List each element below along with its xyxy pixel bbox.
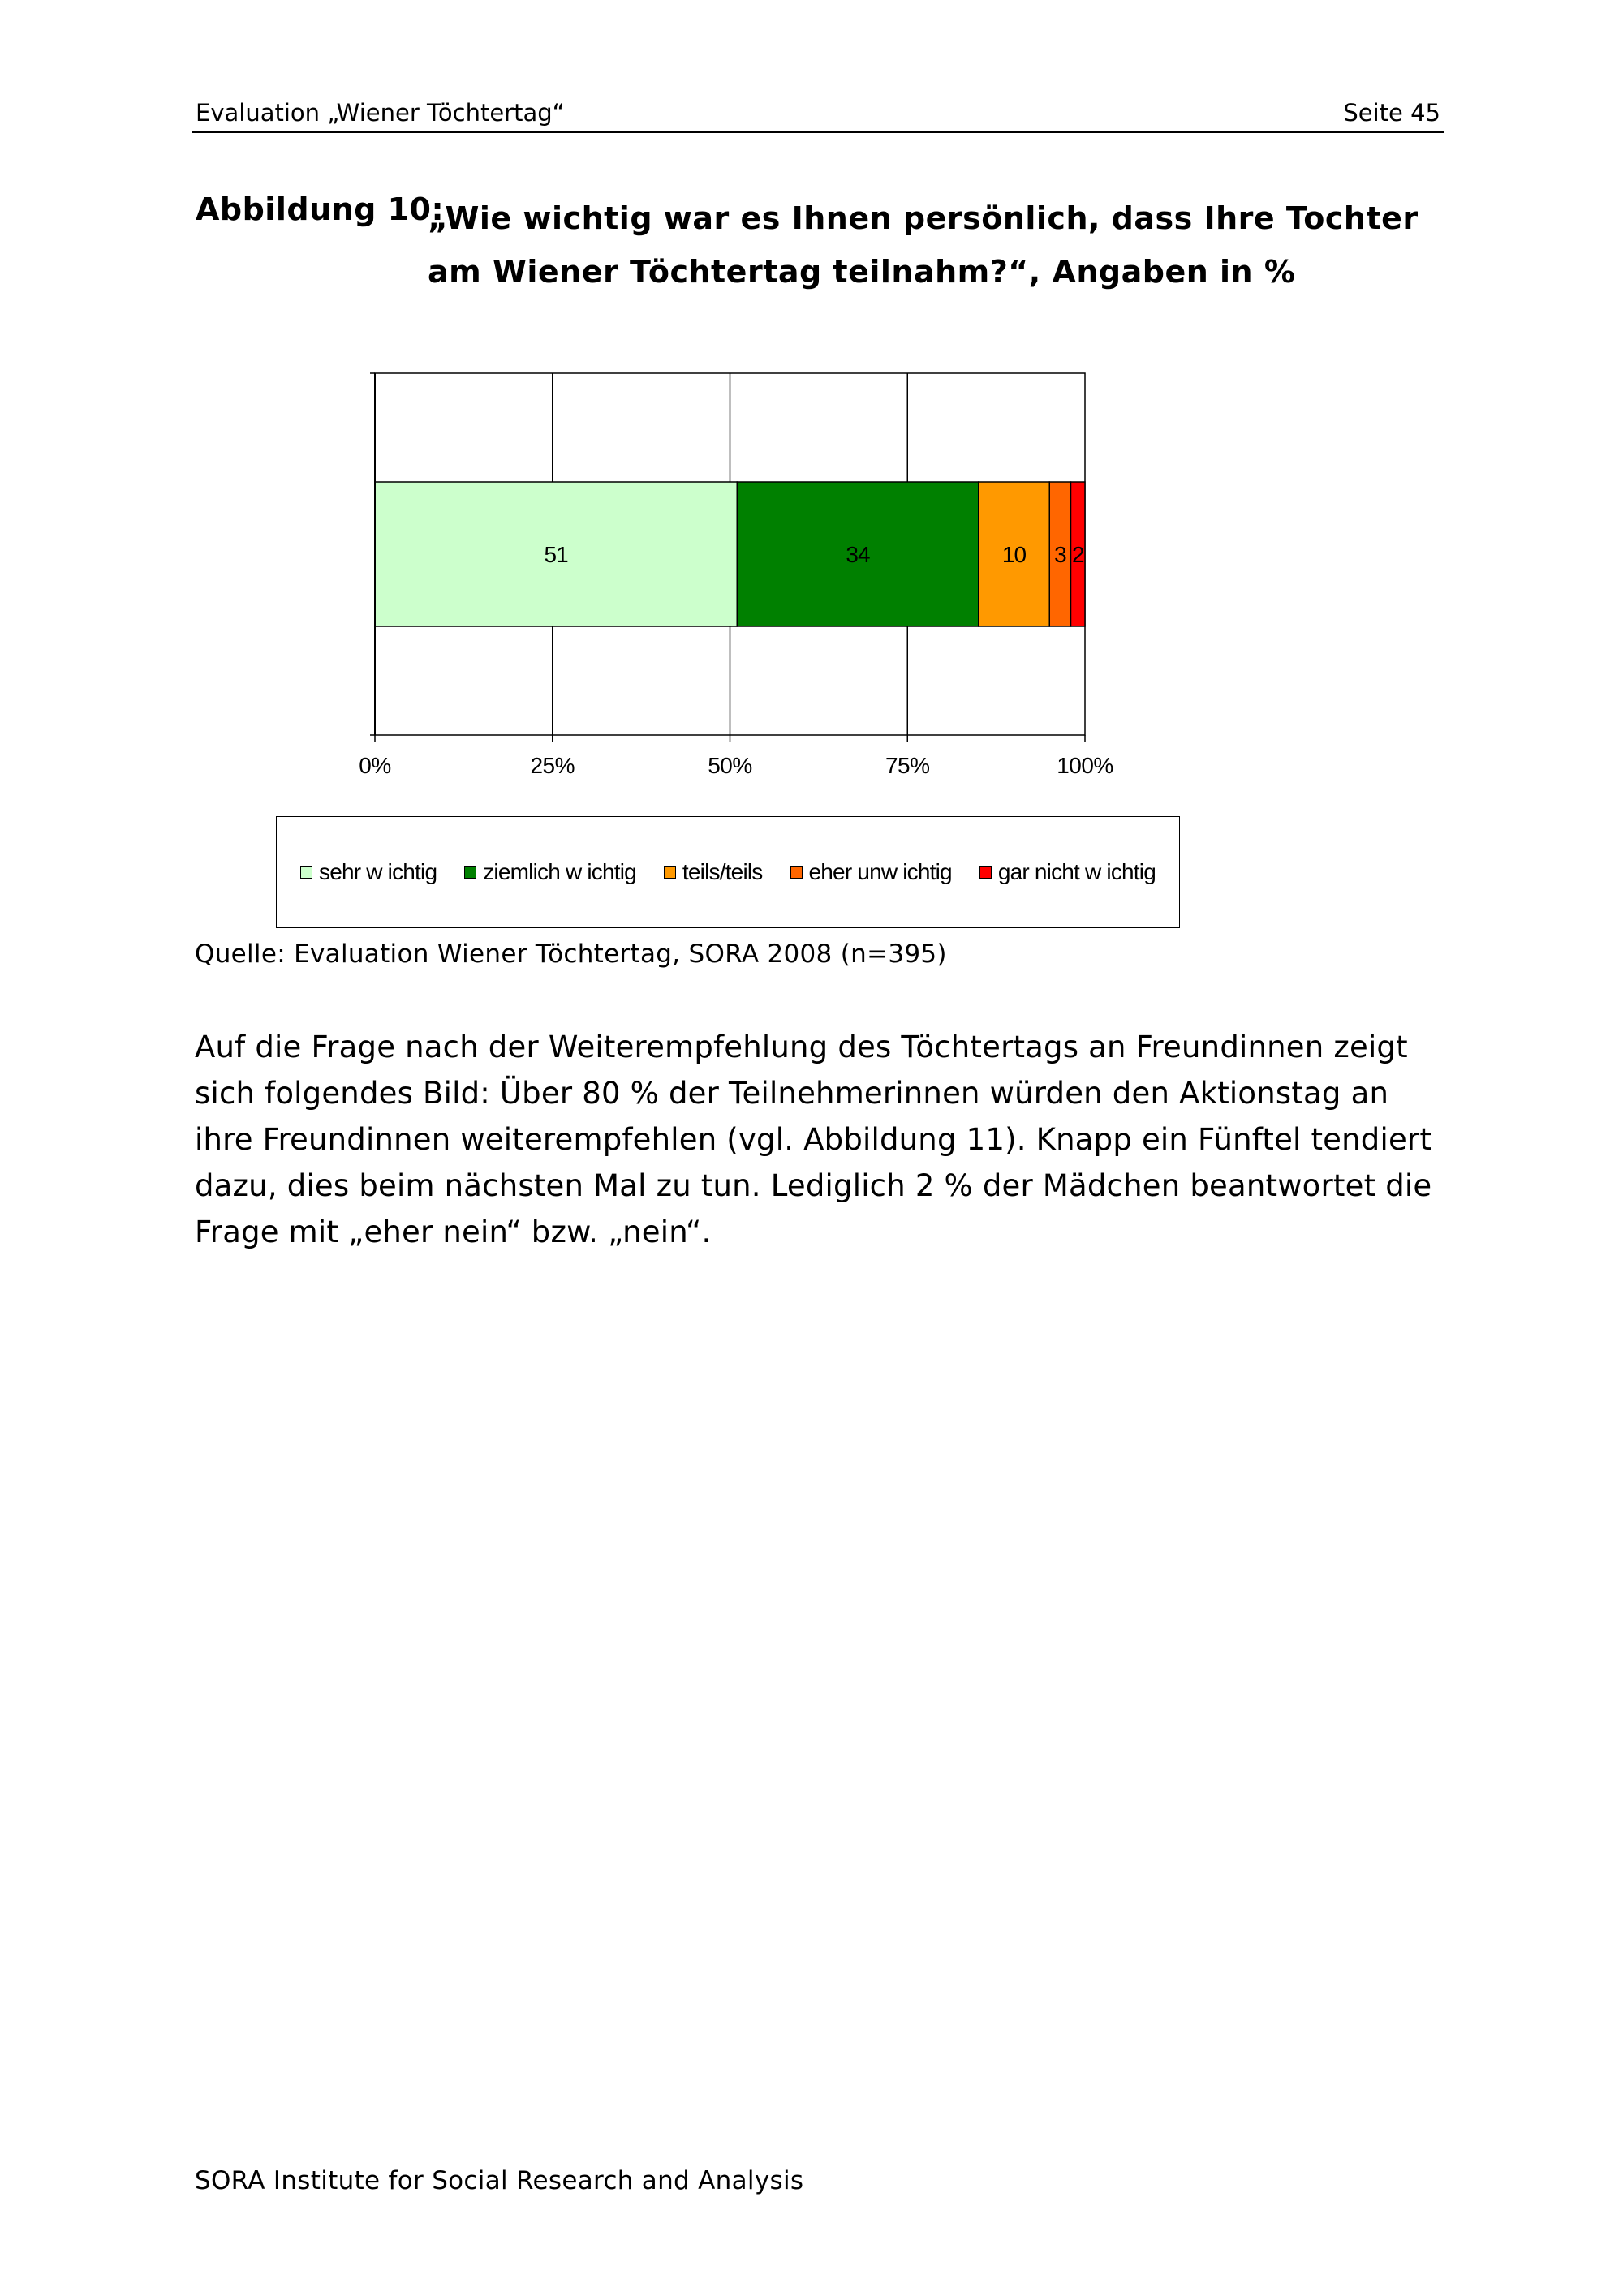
legend-item xyxy=(664,859,763,885)
legend-swatch xyxy=(790,866,803,879)
legend-item xyxy=(300,859,437,885)
figure-source: Quelle: Evaluation Wiener Töchtertag, SORA 2008 (n=395) xyxy=(195,939,947,969)
figure-title: „Wie wichtig war es Ihnen persönlich, dass Ihre Tochter am Wiener Töchtertag teilnahm?“, Angaben in % xyxy=(428,200,1419,290)
page-number: Seite 45 xyxy=(1343,99,1440,127)
legend-item xyxy=(464,859,636,885)
x-tick-label: 50% xyxy=(708,753,752,778)
legend-swatch xyxy=(300,866,312,879)
chart-legend xyxy=(276,816,1180,928)
legend-item xyxy=(790,859,952,885)
legend-label: ziemlich w ichtig xyxy=(483,859,636,884)
body-paragraph: Auf die Frage nach der Weiterempfehlung des Töchtertags an Freundinnen zeigt sich folgendes Bild: Über 80 % der Teilnehmerinnen würden den Aktionstag an ihre Freundinnen weiterempfehlen (vgl. Abbildung 11). Knapp ein Fünftel tendiert dazu, dies beim nächsten Mal zu tun. Lediglich 2 % der Mädchen beantwortet die Frage mit „eher nein“ bzw. „nein“. xyxy=(195,1030,1432,1249)
legend-label: teils/teils xyxy=(682,859,763,884)
stacked-bar-chart xyxy=(341,357,1152,795)
data-label: 3 xyxy=(1054,542,1066,567)
chart-bars xyxy=(375,482,1085,626)
legend-label: sehr w ichtig xyxy=(319,859,437,884)
legend-swatch xyxy=(979,866,992,879)
figure-label: Abbildung 10: xyxy=(196,191,445,227)
data-label: 34 xyxy=(846,542,870,567)
data-label: 10 xyxy=(1001,542,1027,567)
legend-item xyxy=(979,859,1156,885)
x-tick-label: 75% xyxy=(885,753,930,778)
data-label: 2 xyxy=(1071,542,1084,567)
x-tick-label: 0% xyxy=(359,753,391,778)
legend-swatch xyxy=(664,866,676,879)
page-header xyxy=(192,96,1444,133)
legend-label: eher unw ichtig xyxy=(808,859,952,884)
x-tick-label: 25% xyxy=(530,753,575,778)
x-tick-label: 100% xyxy=(1057,753,1113,778)
header-title: Evaluation „Wiener Töchtertag“ xyxy=(196,99,565,127)
page-footer: SORA Institute for Social Research and Analysis xyxy=(195,2166,804,2195)
legend-label: gar nicht w ichtig xyxy=(997,859,1156,884)
legend-swatch xyxy=(464,866,476,879)
data-label: 51 xyxy=(544,542,568,567)
